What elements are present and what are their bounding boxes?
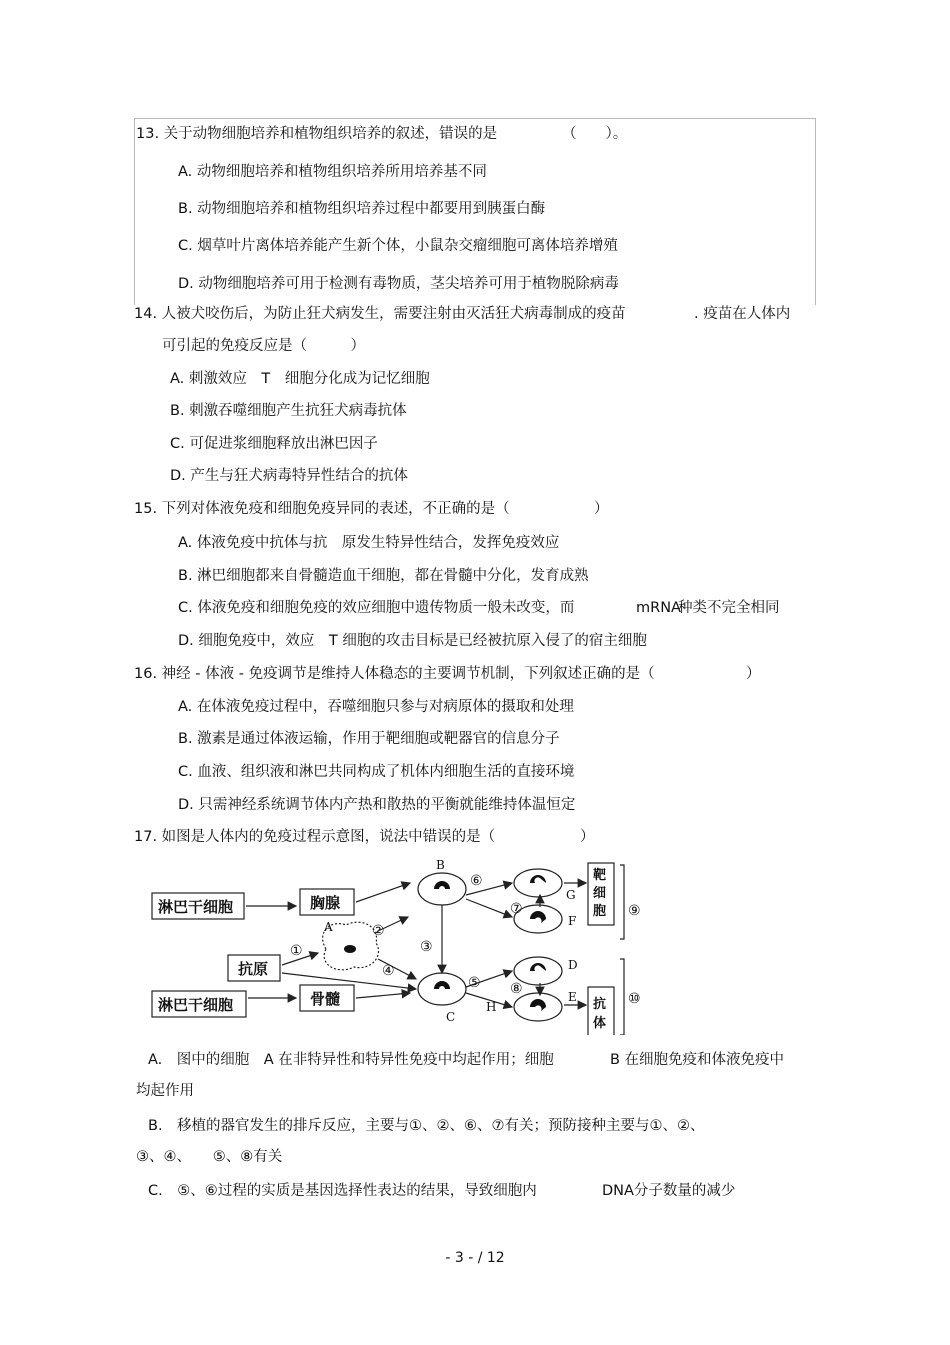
num-3: ③ [420, 939, 433, 955]
q17-close: ） [580, 829, 595, 845]
num-4: ④ [382, 963, 395, 979]
q17-option-c-tail: DNA分子数量的减少 [602, 1183, 736, 1199]
q14-option-c: C. 可促进浆细胞释放出淋巴因子 [170, 436, 378, 452]
cell-b [418, 873, 466, 905]
q15-option-b: B. 淋巴细胞都来自骨髓造血干细胞，都在骨髓中分化，发育成熟 [178, 568, 589, 584]
label-b: B [436, 858, 445, 872]
cell-c [418, 973, 466, 1005]
q13-option-b: B. 动物细胞培养和植物组织培养过程中都要用到胰蛋白酶 [178, 201, 546, 217]
q16-option-a: A. 在体液免疫过程中，吞噬细胞只参与对病原体的摄取和处理 [178, 699, 574, 715]
q13-stem [136, 124, 628, 144]
label-d: D [568, 958, 578, 972]
q13-option-c: C. 烟草叶片离体培养能产生新个体，小鼠杂交瘤细胞可离体培养增殖 [178, 238, 618, 254]
q16-close: ） [746, 666, 761, 682]
q17-option-a-text: A. 图中的细胞 A 在非特异性和特异性免疫中均起作用；细胞 [148, 1052, 554, 1068]
q17-stem-text: 17. 如图是人体内的免疫过程示意图，说法中错误的是（ [134, 829, 496, 845]
thymus-label: 胸腺 [310, 894, 341, 912]
antigen-label: 抗原 [238, 960, 269, 978]
num-9: ⑨ [628, 903, 641, 919]
q15-option-a: A. 体液免疫中抗体与抗 原发生特异性结合，发挥免疫效应 [178, 535, 560, 551]
label-a: A [324, 920, 333, 934]
q16-option-b: B. 激素是通过体液运输，作用于靶细胞或靶器官的信息分子 [178, 731, 560, 747]
q13-blank: （ ）。 [562, 126, 628, 142]
bone-marrow-label: 骨髓 [310, 990, 341, 1008]
q17-option-b-cont: ③、④、 ⑤、⑧有关 [136, 1149, 283, 1165]
stem-cell-label-bottom: 淋巴干细胞 [158, 996, 234, 1014]
antibody-char-1: 抗 [593, 997, 607, 1012]
q13-option-a: A. 动物细胞培养和植物组织培养所用培养基不同 [178, 164, 487, 180]
q17-stem [134, 827, 814, 847]
num-1: ① [290, 943, 303, 959]
q16-option-d: D. 只需神经系统调节体内产热和散热的平衡就能维持体温恒定 [178, 797, 576, 813]
num-10: ⑩ [628, 991, 641, 1007]
q15-option-d: D. 细胞免疫中，效应 T 细胞的攻击目标是已经被抗原入侵了的宿主细胞 [178, 633, 647, 649]
num-8: ⑧ [510, 981, 523, 997]
q15-close: ） [594, 501, 609, 517]
q15-option-c [178, 598, 818, 618]
num-2: ② [372, 923, 385, 939]
q15-option-c-tail: 种类不完全相同 [678, 600, 780, 616]
q14-option-a: A. 刺激效应 T 细胞分化成为记忆细胞 [170, 371, 430, 387]
q17-option-b: B. 移植的器官发生的排斥反应，主要与①、②、⑥、⑦有关；预防接种主要与①、②、 [148, 1118, 705, 1134]
q14-option-b: B. 刺激吞噬细胞产生抗狂犬病毒抗体 [170, 403, 407, 419]
q14-stem-a: 14. 人被犬咬伤后，为防止狂犬病发生，需要注射由灭活狂犬病毒制成的疫苗 [134, 306, 626, 322]
label-e: E [568, 990, 577, 1004]
q17-option-a [148, 1050, 808, 1070]
immune-process-diagram [140, 855, 660, 1035]
label-f: F [568, 914, 577, 928]
q14-option-d: D. 产生与狂犬病毒特异性结合的抗体 [170, 468, 408, 484]
target-cell-char-2: 细 [593, 886, 607, 901]
num-7: ⑦ [510, 901, 523, 917]
q17-option-c-text: C. ⑤、⑥过程的实质是基因选择性表达的结果，导致细胞内 [148, 1183, 537, 1199]
q15-option-c-text: C. 体液免疫和细胞免疫的效应细胞中遗传物质一般未改变，而 [178, 600, 575, 616]
num-6: ⑥ [470, 873, 483, 889]
antibody-char-2: 体 [593, 1016, 607, 1031]
q16-stem [134, 664, 814, 684]
q13-stem-text: 13. 关于动物细胞培养和植物组织培养的叙述，错误的是 [136, 126, 498, 142]
num-5: ⑤ [468, 975, 481, 991]
q14-stem-c: 可引起的免疫反应是（ ） [162, 338, 365, 354]
stem-cell-label-top: 淋巴干细胞 [158, 898, 234, 916]
q15-option-c-mrna: mRNA [636, 600, 681, 616]
target-cell-char-3: 胞 [593, 904, 607, 919]
q14-stem [134, 304, 814, 324]
q16-stem-text: 16. 神经 - 体液 - 免疫调节是维持人体稳态的主要调节机制，下列叙述正确的是（ [134, 666, 655, 682]
q17-option-a-tail: B 在细胞免疫和体液免疫中 [610, 1052, 785, 1068]
label-g: G [566, 888, 576, 902]
q15-stem-text: 15. 下列对体液免疫和细胞免疫异同的表述，不正确的是（ [134, 501, 510, 517]
q13-option-d: D. 动物细胞培养可用于检测有毒物质，茎尖培养可用于植物脱除病毒 [178, 276, 619, 292]
label-c: C [446, 1010, 456, 1024]
cell-e [514, 993, 562, 1021]
q17-option-c [148, 1181, 808, 1201]
label-h: H [486, 1000, 497, 1014]
q17-option-a-cont: 均起作用 [136, 1083, 194, 1099]
q15-stem [134, 499, 814, 519]
target-cell-char-1: 靶 [593, 868, 607, 883]
page-number: - 3 - / 12 [445, 1250, 505, 1266]
cell-g [514, 869, 562, 897]
q16-option-c: C. 血液、组织液和淋巴共同构成了机体内细胞生活的直接环境 [178, 764, 575, 780]
q14-stem-b: . 疫苗在人体内 [694, 306, 791, 322]
